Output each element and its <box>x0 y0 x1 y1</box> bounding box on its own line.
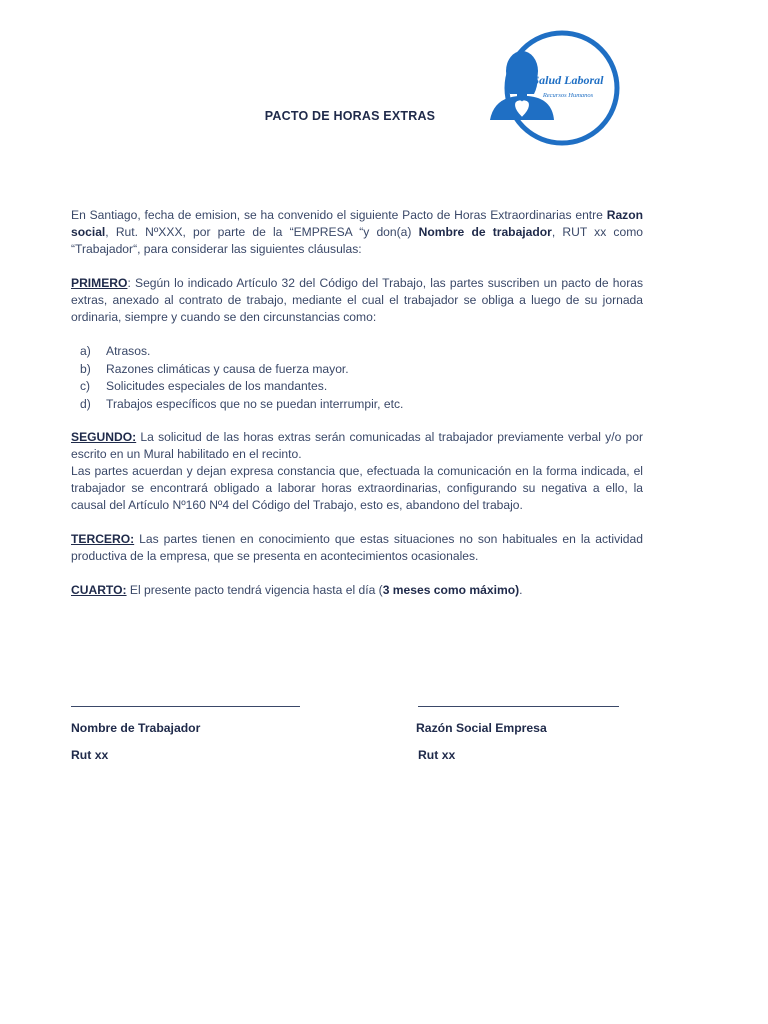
list-marker: c) <box>80 379 91 393</box>
circumstances-list <box>80 343 640 413</box>
signature-company-name: Razón Social Empresa <box>416 721 547 735</box>
clause-cuarto-text-1: El presente pacto tendrá vigencia hasta el día ( <box>126 583 383 597</box>
intro-worker: Nombre de trabajador <box>418 225 552 239</box>
list-item <box>80 378 640 396</box>
signature-worker-rut: Rut xx <box>71 748 109 762</box>
list-marker: b) <box>80 361 91 376</box>
list-item <box>80 361 640 379</box>
logo-name: Salud Laboral <box>532 73 604 87</box>
signature-line-worker <box>71 696 300 707</box>
list-item <box>80 343 640 361</box>
list-item-text: Solicitudes especiales de los mandantes. <box>106 379 328 393</box>
clause-segundo-text-1: La solicitud de las horas extras serán comunicadas al trabajador previamente verbal y/o por escrito en un Mural habilitado en el recinto. <box>71 430 643 461</box>
intro-paragraph <box>71 207 643 258</box>
clause-primero-text: : Según lo indicado Artículo 32 del Código del Trabajo, las partes suscriben un pacto de horas extras, anexado al contrato de trabajo, mediante el cual el trabajador se obliga a luego de su jornada ordinaria, siempre y cuando se den circunstancias como: <box>71 276 643 324</box>
signature-line-company <box>418 696 619 707</box>
logo-tagline: Recursos Humanos <box>542 92 594 99</box>
clause-cuarto-label: CUARTO: <box>71 583 127 597</box>
intro-company: Razon social <box>71 208 643 239</box>
signature-company-rut: Rut xx <box>418 748 456 762</box>
list-item-text: Trabajos específicos que no se puedan interrumpir, etc. <box>106 396 404 411</box>
clause-cuarto <box>71 582 643 599</box>
logo-graphic <box>488 24 624 160</box>
clause-segundo-label: SEGUNDO: <box>71 430 137 444</box>
clause-tercero-label: TERCERO: <box>71 532 135 546</box>
document-title: PACTO DE HORAS EXTRAS <box>264 109 436 123</box>
intro-text-2: , Rut. NºXXX, por parte de la “EMPRESA “y don(a) <box>105 225 419 239</box>
clause-primero <box>71 275 643 326</box>
intro-text-3: , RUT xx como “Trabajador“, para considerar las siguientes cláusulas: <box>71 225 643 256</box>
list-item-text: Atrasos. <box>106 344 151 358</box>
list-marker: d) <box>80 396 91 411</box>
list-item-text: Razones climáticas y causa de fuerza mayor. <box>106 361 349 376</box>
clause-cuarto-duration: 3 meses como máximo) <box>382 583 520 597</box>
signature-worker-name: Nombre de Trabajador <box>71 721 201 735</box>
clause-segundo-text-2: Las partes acuerdan y dejan expresa constancia que, efectuada la comunicación en la forma indicada, el trabajador se encontrará obligado a laborar horas extraordinarias, configurando su negativa a ello, la causal del Artículo Nº160 Nº4 del Código del Trabajo, esto es, abandono del trabajo. <box>71 464 643 512</box>
clause-primero-label: PRIMERO <box>71 276 128 290</box>
list-item <box>80 396 640 414</box>
clause-cuarto-text-2: . <box>519 583 523 597</box>
intro-text-1: En Santiago, fecha de emision, se ha convenido el siguiente Pacto de Horas Extraordinarias entre <box>71 208 607 222</box>
salud-laboral-logo <box>488 24 624 160</box>
clause-tercero <box>71 531 643 565</box>
clause-tercero-text: Las partes tienen en conocimiento que estas situaciones no son habituales en la actividad productiva de la empresa, que se presenta en acontecimientos ocasionales. <box>71 532 643 563</box>
list-marker: a) <box>80 344 91 358</box>
clause-segundo <box>71 429 643 514</box>
